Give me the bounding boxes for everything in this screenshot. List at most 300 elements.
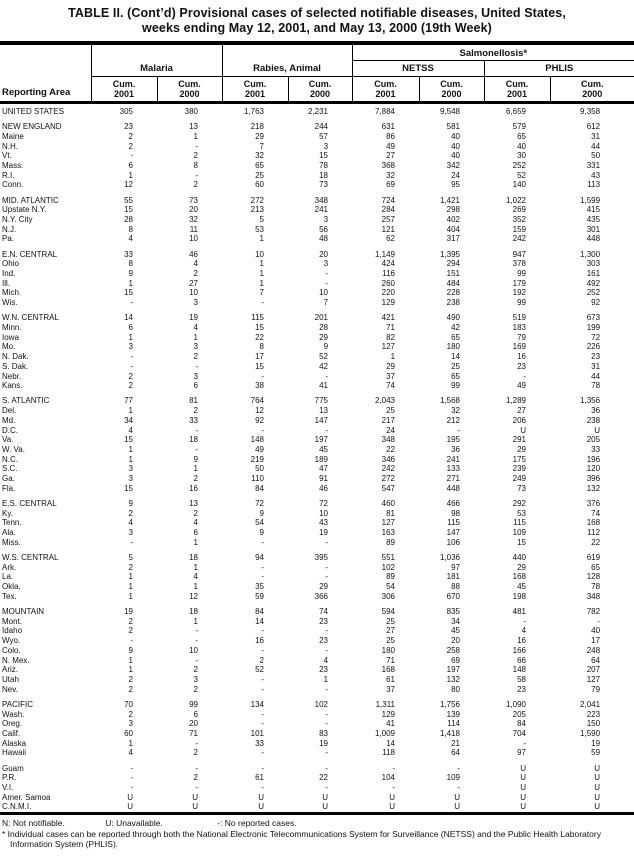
value-cell: 168	[512, 572, 527, 582]
value-cell: 79	[591, 684, 601, 694]
reporting-area-cell: Fla.	[2, 483, 16, 493]
value-cell: 40	[517, 141, 527, 151]
value-cell: 4	[193, 518, 198, 528]
value-cell: 65	[591, 562, 601, 572]
value-cell: 241	[314, 205, 329, 215]
value-cell: U	[192, 802, 198, 812]
value-cell: 13	[189, 499, 198, 509]
value-cell: -	[130, 352, 133, 362]
reporting-area-cell: Guam	[2, 763, 24, 773]
value-cell: 27	[386, 151, 396, 161]
reporting-area-cell: UNITED STATES	[2, 107, 64, 116]
value-cell: 2	[193, 508, 198, 518]
value-cell: -	[325, 783, 329, 792]
value-cell: 99	[189, 699, 198, 709]
value-cell: 21	[451, 738, 461, 748]
reporting-area-cell: N. Dak.	[2, 352, 29, 362]
value-cell: 2	[128, 562, 133, 572]
reporting-area-cell: E.S. CENTRAL	[2, 499, 57, 509]
table-row	[0, 161, 634, 171]
value-cell: -	[261, 684, 264, 694]
value-cell: 121	[381, 224, 396, 234]
table-row	[0, 563, 634, 573]
value-cell: 317	[446, 234, 461, 244]
value-cell: 223	[586, 709, 601, 719]
table-row	[0, 298, 634, 308]
value-cell: 116	[382, 269, 396, 279]
value-cell: 197	[446, 665, 461, 675]
value-cell: 5	[259, 215, 264, 225]
value-cell: -	[523, 616, 527, 626]
value-cell: 594	[381, 607, 396, 617]
value-cell: 631	[381, 122, 396, 132]
value-cell: 7	[259, 288, 264, 298]
value-cell: 81	[386, 508, 396, 518]
value-cell: 80	[451, 684, 461, 694]
value-cell: 244	[314, 122, 329, 132]
value-cell: -	[325, 425, 329, 435]
value-cell: 7,884	[374, 107, 396, 116]
value-cell: 448	[446, 483, 461, 493]
table-row	[0, 602, 634, 617]
value-cell: -	[195, 655, 198, 665]
value-cell: 2	[128, 616, 133, 626]
value-cell: 201	[314, 313, 329, 323]
reporting-area-cell: Ala.	[2, 528, 16, 538]
value-cell: 92	[255, 415, 264, 425]
value-cell: 1	[128, 738, 133, 748]
value-cell: 41	[319, 381, 329, 391]
value-cell: 29	[517, 562, 527, 572]
value-cell: 207	[586, 665, 601, 675]
value-cell: -	[195, 361, 198, 371]
value-cell: 424	[381, 259, 396, 269]
value-cell: 272	[250, 195, 264, 205]
value-cell: 27	[189, 278, 198, 288]
value-cell: 18	[319, 170, 329, 180]
value-cell: 212	[446, 415, 461, 425]
value-cell: 127	[381, 518, 396, 528]
value-cell: 1	[128, 572, 133, 582]
table-row	[0, 656, 634, 666]
value-cell: 66	[517, 655, 527, 665]
value-cell: 466	[446, 499, 461, 509]
value-cell: 481	[512, 607, 527, 617]
value-cell: 1,756	[439, 699, 461, 709]
footnote-asterisk: * Individual cases can be reported through both the National Electronic Telecommunications System for Surveillance (NETSS) and the Public Health Laboratory Information System (PHLIS).	[2, 828, 601, 850]
value-cell: 2	[128, 371, 133, 381]
value-cell: 17	[591, 636, 601, 646]
value-cell: 25	[451, 361, 461, 371]
reporting-area-cell: Md.	[2, 415, 16, 425]
value-cell: 292	[512, 499, 527, 509]
reporting-area-cell: W.S. CENTRAL	[2, 553, 59, 563]
value-cell: 74	[591, 508, 601, 518]
value-cell: 31	[591, 361, 601, 371]
value-cell: 23	[319, 665, 329, 675]
value-cell: 32	[451, 406, 461, 416]
value-cell: 129	[381, 709, 396, 719]
value-cell: 57	[319, 131, 329, 141]
value-cell: 30	[517, 151, 527, 161]
value-cell: 241	[446, 454, 461, 464]
value-cell: 3	[128, 464, 133, 474]
footnotes	[0, 818, 634, 850]
value-cell: 352	[512, 215, 527, 225]
table-row	[0, 665, 634, 675]
value-cell: 83	[319, 728, 329, 738]
value-cell: 7	[323, 298, 329, 308]
value-cell: 140	[512, 180, 527, 190]
value-cell: 2	[193, 773, 198, 783]
table-row	[0, 323, 634, 333]
value-cell: 19	[319, 528, 329, 538]
value-cell: 159	[512, 224, 527, 234]
value-cell: 97	[517, 748, 527, 758]
value-cell: 69	[451, 655, 461, 665]
value-cell: 619	[586, 553, 601, 563]
value-cell: 2	[128, 674, 133, 684]
value-cell: 9	[128, 645, 133, 655]
value-cell: 9,548	[439, 107, 461, 116]
value-cell: 1,289	[505, 396, 527, 406]
value-cell: 257	[381, 215, 396, 225]
value-cell: 252	[512, 161, 527, 171]
value-cell: 199	[586, 323, 601, 333]
value-cell: 3	[193, 371, 198, 381]
value-cell: 59	[255, 591, 264, 601]
value-cell: 258	[446, 645, 461, 655]
value-cell: U	[322, 792, 329, 802]
value-cell: 2	[128, 508, 133, 518]
table-row	[0, 719, 634, 729]
table-row	[0, 646, 634, 656]
value-cell: 44	[591, 141, 601, 151]
column-group-netss: NETSS	[352, 61, 484, 77]
value-cell: 110	[251, 474, 264, 484]
reporting-area-cell: N.Y. City	[2, 215, 33, 225]
value-cell: 217	[381, 415, 396, 425]
value-cell: 1,763	[243, 107, 264, 116]
value-cell: 28	[124, 215, 133, 225]
table-row	[0, 435, 634, 445]
value-cell: 8	[259, 342, 264, 352]
value-cell: 74	[319, 607, 329, 617]
value-cell: 192	[512, 288, 527, 298]
value-cell: 19	[591, 738, 601, 748]
value-cell: 41	[386, 719, 396, 729]
reporting-area-cell: N.C.	[2, 454, 18, 464]
value-cell: 1,421	[439, 195, 461, 205]
value-cell: 29	[255, 131, 264, 141]
value-cell: 23	[319, 636, 329, 646]
value-cell: 43	[591, 170, 601, 180]
value-cell: 460	[381, 499, 396, 509]
value-cell: 58	[517, 674, 527, 684]
value-cell: -	[195, 738, 198, 748]
value-cell: 102	[381, 562, 396, 572]
footnote-not-notifiable: N: Not notifiable.	[2, 818, 65, 829]
value-cell: 168	[381, 665, 396, 675]
value-cell: 9	[128, 269, 133, 279]
table-row	[0, 132, 634, 142]
reporting-area-cell: N.J.	[2, 224, 17, 234]
value-cell: 44	[591, 371, 601, 381]
value-cell: 40	[451, 131, 461, 141]
value-cell: 56	[319, 224, 329, 234]
value-cell: -	[325, 709, 329, 719]
value-cell: 118	[382, 748, 396, 758]
value-cell: 2	[193, 352, 198, 362]
table-row	[0, 494, 634, 509]
value-cell: -	[195, 626, 198, 636]
value-cell: 169	[512, 342, 527, 352]
value-cell: 519	[512, 313, 527, 323]
value-cell: 348	[586, 591, 601, 601]
table-row	[0, 518, 634, 528]
value-cell: 46	[319, 483, 329, 493]
value-cell: -	[195, 425, 198, 435]
table-row	[0, 342, 634, 352]
reporting-area-cell: NEW ENGLAND	[2, 122, 62, 132]
table-row	[0, 528, 634, 538]
value-cell: 4	[128, 234, 133, 244]
value-cell: 1	[128, 278, 133, 288]
value-cell: 348	[381, 435, 396, 445]
value-cell: -	[261, 719, 264, 729]
value-cell: U	[127, 802, 133, 812]
value-cell: -	[457, 425, 461, 435]
value-cell: 1	[193, 616, 198, 626]
value-cell: 2	[128, 684, 133, 694]
table-row	[0, 333, 634, 343]
value-cell: -	[325, 719, 329, 729]
value-cell: 148	[512, 665, 527, 675]
value-cell: 23	[591, 352, 601, 362]
value-cell: 4	[128, 518, 133, 528]
reporting-area-cell: Oreg.	[2, 719, 23, 729]
table-row	[0, 572, 634, 582]
value-cell: 13	[189, 122, 198, 132]
value-cell: 6	[128, 323, 133, 333]
value-cell: 2	[128, 381, 133, 391]
reporting-area-cell: Upstate N.Y.	[2, 205, 47, 215]
reporting-area-cell: P.R.	[2, 773, 17, 783]
value-cell: 28	[319, 323, 329, 333]
value-cell: U	[594, 802, 601, 812]
value-cell: -	[325, 562, 329, 572]
value-cell: 378	[512, 259, 527, 269]
value-cell: -	[130, 298, 133, 308]
table-row	[0, 117, 634, 132]
value-cell: 71	[386, 323, 396, 333]
reporting-area-cell: Calif.	[2, 728, 21, 738]
table-row	[0, 710, 634, 720]
value-cell: 113	[587, 180, 601, 190]
value-cell: 402	[446, 215, 461, 225]
value-cell: 1,090	[505, 699, 527, 709]
value-cell: 40	[591, 626, 601, 636]
reporting-area-cell: E.N. CENTRAL	[2, 249, 58, 259]
value-cell: 3	[128, 342, 133, 352]
value-cell: 5	[128, 553, 133, 563]
value-cell: 133	[446, 464, 461, 474]
value-cell: 189	[314, 454, 329, 464]
reporting-area-cell: Conn.	[2, 180, 24, 190]
value-cell: 17	[255, 352, 264, 362]
reporting-area-cell: S. Dak.	[2, 361, 29, 371]
value-cell: -	[457, 783, 461, 792]
value-cell: 1	[128, 454, 133, 464]
footnote-unavailable: U: Unavailable.	[105, 818, 163, 829]
value-cell: 2	[193, 684, 198, 694]
value-cell: 104	[381, 773, 396, 783]
value-cell: 89	[386, 572, 396, 582]
value-cell: 269	[512, 205, 527, 215]
value-cell: 2	[128, 131, 133, 141]
value-cell: 15	[124, 435, 133, 445]
value-cell: 82	[386, 332, 396, 342]
value-cell: 65	[255, 161, 264, 171]
column-header-cum-2001-0: Cum. 2001	[91, 77, 157, 103]
value-cell: 4	[128, 425, 133, 435]
value-cell: 127	[586, 674, 601, 684]
value-cell: 13	[319, 406, 329, 416]
value-cell: 368	[381, 161, 396, 171]
value-cell: 404	[446, 224, 461, 234]
value-cell: 16	[517, 352, 527, 362]
value-cell: 18	[189, 607, 198, 617]
value-cell: -	[261, 626, 264, 636]
value-cell: 947	[512, 249, 527, 259]
value-cell: 71	[386, 655, 396, 665]
value-cell: 33	[255, 738, 264, 748]
value-cell: 298	[446, 205, 461, 215]
value-cell: -	[195, 445, 198, 454]
value-cell: -	[195, 141, 198, 151]
value-cell: 16	[255, 636, 264, 646]
value-cell: 226	[586, 342, 601, 352]
value-cell: 249	[512, 474, 527, 484]
value-cell: 72	[319, 499, 329, 509]
value-cell: -	[195, 636, 198, 646]
reporting-area-cell: Colo.	[2, 645, 21, 655]
value-cell: 77	[124, 396, 133, 406]
value-cell: 1	[193, 562, 198, 572]
column-spanner-salmonellosis: Salmonellosis*	[352, 43, 634, 61]
value-cell: 78	[319, 161, 329, 171]
value-cell: 109	[446, 773, 461, 783]
value-cell: 252	[586, 288, 601, 298]
value-cell: 81	[189, 396, 198, 406]
value-cell: 448	[586, 234, 601, 244]
value-cell: 50	[591, 151, 601, 161]
value-cell: U	[594, 773, 601, 783]
value-cell: -	[261, 371, 264, 381]
table-row	[0, 269, 634, 279]
value-cell: 22	[255, 332, 264, 342]
value-cell: 213	[250, 205, 264, 215]
value-cell: 49	[517, 381, 527, 391]
reporting-area-cell: Ga.	[2, 474, 15, 484]
value-cell: 239	[512, 464, 527, 474]
value-cell: 61	[255, 773, 264, 783]
value-cell: 2	[128, 709, 133, 719]
value-cell: 27	[517, 406, 527, 416]
table-row	[0, 748, 634, 758]
value-cell: 16	[517, 636, 527, 646]
column-header-cum-2001-4: Cum. 2001	[352, 77, 419, 103]
value-cell: 366	[314, 591, 329, 601]
reporting-area-cell: Ky.	[2, 508, 13, 518]
value-cell: 71	[189, 728, 198, 738]
value-cell: 12	[124, 180, 133, 190]
value-cell: U	[520, 425, 527, 435]
value-cell: 219	[250, 454, 264, 464]
value-cell: 43	[319, 518, 329, 528]
reporting-area-cell: S. ATLANTIC	[2, 396, 50, 406]
value-cell: 14	[124, 313, 133, 323]
value-cell: 98	[451, 508, 461, 518]
value-cell: 24	[451, 170, 461, 180]
value-cell: 40	[451, 151, 461, 161]
reporting-area-cell: V.I.	[2, 783, 14, 792]
value-cell: 2	[193, 665, 198, 675]
value-cell: U	[454, 802, 461, 812]
table-row	[0, 381, 634, 391]
value-cell: -	[261, 783, 264, 792]
value-cell: U	[454, 792, 461, 802]
value-cell: 197	[314, 435, 329, 445]
value-cell: -	[195, 763, 198, 773]
value-cell: 9	[128, 499, 133, 509]
value-cell: 547	[381, 483, 396, 493]
value-cell: 12	[255, 406, 264, 416]
value-cell: 1,568	[439, 396, 461, 406]
value-cell: U	[258, 792, 264, 802]
value-cell: 27	[386, 626, 396, 636]
value-cell: 1	[128, 332, 133, 342]
value-cell: 61	[386, 674, 396, 684]
value-cell: 435	[586, 215, 601, 225]
table-row	[0, 464, 634, 474]
value-cell: -	[261, 298, 264, 308]
value-cell: 147	[314, 415, 329, 425]
value-cell: 14	[451, 352, 461, 362]
value-cell: 18	[189, 435, 198, 445]
value-cell: 8	[193, 161, 198, 171]
table-row	[0, 308, 634, 323]
value-cell: 1	[128, 665, 133, 675]
value-cell: 6	[128, 161, 133, 171]
reporting-area-cell: Ohio	[2, 259, 19, 269]
value-cell: 115	[251, 313, 264, 323]
table-row	[0, 773, 634, 783]
value-cell: -	[325, 626, 329, 636]
value-cell: -	[261, 674, 264, 684]
value-cell: 52	[255, 665, 264, 675]
value-cell: 23	[319, 616, 329, 626]
value-cell: 12	[189, 591, 198, 601]
value-cell: 49	[386, 141, 396, 151]
value-cell: 284	[381, 205, 396, 215]
value-cell: 29	[319, 332, 329, 342]
value-cell: 151	[446, 269, 461, 279]
table-row	[0, 474, 634, 484]
value-cell: 2,041	[580, 699, 601, 709]
table-row	[0, 352, 634, 362]
value-cell: -	[130, 361, 133, 371]
